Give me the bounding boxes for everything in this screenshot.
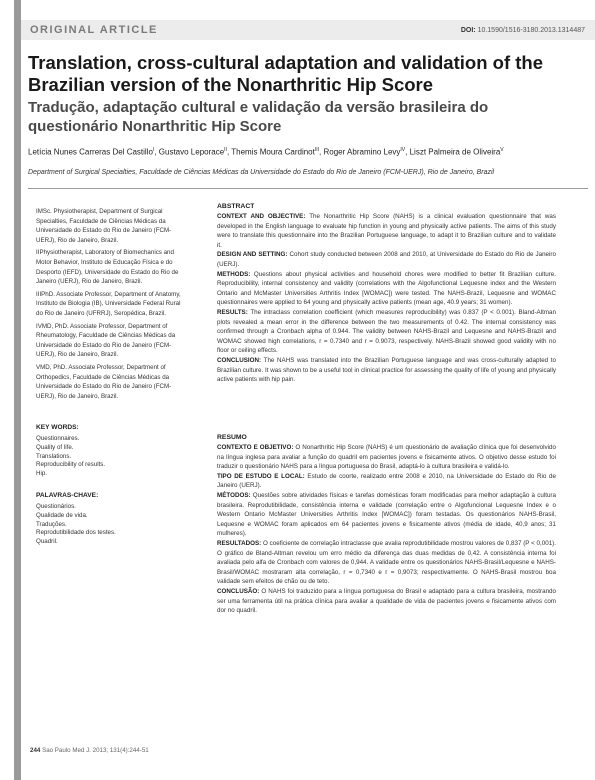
abstract-design-label: DESIGN AND SETTING:: [217, 251, 288, 259]
resumo-context: [217, 443, 556, 472]
resumo-context-label: CONTEXTO E OBJETIVO:: [217, 444, 294, 451]
abstract-conclusion-label: CONCLUSION:: [217, 356, 262, 364]
resumo-results-text: O coeficiente de correlação intraclasse que avalia reprodutibilidade mostrou valores de 0,837 (P < 0,001). O gráfico de Bland-Altman revelou um erro médio da diferença das duas medidas de 0,42. A consistência interna foi avaliada pelo alfa de Cronbach com valores de 0,944. A validade entre os questionários NAHS-Brasil/Lequesne e NAHS-Brasil/WOMAC mostraram alta correlação, r = 0,7340 e r = 0,9073; respectivamente. O NAHS-Brasil mostrou boa validade sem efeitos de chão ou de teto.: [217, 539, 556, 586]
resumo-heading: RESUMO: [217, 434, 247, 441]
author-name: Roger Abramino Levy: [323, 147, 401, 157]
article-title: Translation, cross-cultural adaptation and validation of the Brazilian version of the Nonarthritic Hip Score: [28, 52, 543, 95]
footnote: IIPhysiotherapist, Laboratory of Biomechanics and Motor Behavior, Instituto de Educação Física e do Desporto (IEFD), Universidade do Estado do Rio de Janeiro (UERJ), Rio de Janeiro, Brazil.: [36, 249, 179, 286]
author-sup: II: [224, 147, 227, 153]
abstract-methods-text: Questions about physical activities and household chores were modified to better fit Brazilian culture. Reproducibility, internal consistency and validity (correlations with the Algofunctional Lequesne index and the Western Ontario and McMaster Universities Arthritis Index [WOMAC]) were tested. The NAHS-Brazil, Lequesne and WOMAC questionnaires were applied to 64 young and physically active patients (mean age, 40.9 years; 31 women).: [217, 270, 556, 307]
resumo-methods: [217, 491, 556, 539]
section-label: ORIGINAL ARTICLE: [30, 24, 158, 36]
keyword: Reproducibility of results.: [36, 461, 106, 469]
author-sup: IV: [400, 147, 406, 153]
keyword: Quality of life.: [36, 443, 74, 451]
page-side-bar: [14, 0, 21, 780]
author-name: Themis Moura Cardinot: [231, 147, 315, 157]
author-sup: V: [500, 147, 504, 153]
keyword: Qualidade de vida.: [36, 511, 88, 519]
abstract-conclusion: [217, 356, 556, 385]
abstract-heading: ABSTRACT: [217, 203, 255, 210]
resumo-methods-label: MÉTODOS:: [217, 491, 251, 499]
keywords-list: [36, 435, 186, 479]
abstract-context-text: The Nonarthritic Hip Score (NAHS) is a clinical evaluation questionnaire that was developed in the English language to evaluate hip function in young and physically active patients. The aims of this study were to translate this questionnaire into the Brazilian Portuguese language, to adapt it to Brazilian culture and to validate it.: [217, 213, 557, 249]
footnotes: [36, 207, 186, 404]
resumo-context-text: O Nonarthritic Hip Score (NAHS) é um questionário de avaliação clínica que foi desenvolvido na língua inglesa para avaliar a função do quadril em pacientes jovens e fisicamente ativos. O objetivo desse estudo foi traduzir o questionário NAHS para a língua portuguesa do Brasil, adaptá-lo à cultura brasileira e validá-lo.: [217, 444, 557, 471]
author-sup: I: [152, 147, 155, 153]
resumo-results: [217, 539, 556, 587]
page-number: 244: [30, 747, 41, 754]
abstract-body: [217, 212, 556, 385]
palavras-chave-list: [36, 503, 186, 547]
affiliation: Department of Surgical Specialties, Faculdade de Ciências Médicas da Universidade do Estado do Rio de Janeiro (FCM-UERJ), Rio de Janeiro, Brazil: [28, 169, 495, 176]
abstract-methods-label: METHODS:: [217, 270, 251, 278]
doi[interactable]: [461, 27, 585, 34]
author-name: Liszt Palmeira de Oliveira: [409, 147, 501, 157]
resumo-conclusion-label: CONCLUSÃO:: [217, 587, 260, 595]
author-list: Letícia Nunes Carreras Del Castillo$^I$, Gustavo Leporace$^{II}$, Themis Moura Cardinot$^{III}$, Roger Abramino Levy$^{IV}$, Liszt Palmeira de Oliveira$^V$: [28, 147, 504, 157]
author-sup: III: [314, 147, 320, 153]
keyword: Translations.: [36, 452, 72, 460]
article-subtitle: Tradução, adaptação cultural e validação da versão brasileira do questionário Nonarthritic Hip Score: [28, 99, 489, 135]
keyword: Questionários.: [36, 503, 76, 510]
resumo-conclusion-text: O NAHS foi traduzido para a língua portuguesa do Brasil e adaptado para a cultura brasileira, mostrando ser uma ferramenta útil na prática clínica para avaliar a qualidade de vida de pacientes jovens e fisicamente ativos com dor no quadril.: [217, 587, 556, 615]
abstract-results-label: RESULTS:: [217, 308, 248, 316]
page-footer: [30, 747, 149, 754]
resumo-methods-text: Questões sobre atividades físicas e tarefas domésticas foram modificadas para melhor adaptação à cultura brasileira. Reprodutibilidade, consistência interna e validade (correlação entre o Algofuncional Lequesne Index e o Western Ontario McMaster Universities Arthritis Index [WOMAC]) foram testadas. Os questionários NAHS-Brasil, Lequesne e WOMAC foram aplicados em 64 pacientes jovens e fisicamente ativos (média de idade, 40,9 anos; 31 mulheres).: [217, 491, 556, 538]
keyword: Traduções.: [36, 520, 67, 528]
palavras-chave-heading: PALAVRAS-CHAVE:: [36, 492, 99, 499]
resumo-design: [217, 472, 556, 491]
keywords-heading: KEY WORDS:: [36, 424, 79, 431]
footnote: VMD, PhD. Associate Professor, Department of Orthopedics, Faculdade de Ciências Médicas da Universidade do Estado do Rio de Janeiro (FCM-UERJ), Rio de Janeiro, Brazil.: [36, 363, 172, 400]
keyword: Hip.: [36, 470, 48, 478]
abstract-results: [217, 308, 556, 356]
keyword: Questionnaires.: [36, 435, 80, 442]
doi-value[interactable]: 10.1590/1516-3180.2013.1314487: [477, 27, 585, 34]
author-name: Gustavo Leporace: [158, 147, 225, 157]
resumo-design-text: Estudo de coorte, realizado entre 2008 e 2010, na Universidade do Estado do Rio de Janeiro (UERJ).: [217, 472, 556, 490]
resumo-design-label: TIPO DE ESTUDO E LOCAL:: [217, 472, 305, 480]
author-name: Letícia Nunes Carreras Del Castillo: [28, 147, 153, 157]
abstract-context: [217, 212, 556, 250]
footnote: IMSc. Physiotherapist, Department of Surgical Specialties, Faculdade de Ciências Médicas da Universidade do Estado do Rio de Janeiro (FCM-UERJ), Rio de Janeiro, Brazil.: [36, 208, 172, 244]
abstract-results-text: The intraclass correlation coefficient (which measures reproducibility) was 0.837 (P < 0.001). Bland-Altman plots revealed a mean error in the difference between the two measurements of 0.42. The internal consistency was confirmed through a Cronbach alpha of 0.944. The validity between NAHS-Brazil and Lequesne and NAHS-Brazil and WOMAC showed high correlations, r = 0.7340 and r = 0.9073, respectively. NAHS-Brazil showed good validity with no floor or ceiling effects.: [217, 308, 557, 355]
divider: [28, 188, 588, 189]
keyword: Quadril.: [36, 538, 58, 546]
abstract-conclusion-text: The NAHS was translated into the Brazilian Portuguese language and was cross-culturally adapted to Brazilian culture. It was shown to be a useful tool in clinical practice for assessing the quality of life of young and physically active patients with hip pain.: [217, 356, 557, 384]
abstract-methods: [217, 270, 556, 308]
keyword: Reprodutibilidade dos testes.: [36, 529, 116, 537]
abstract-design-text: Cohort study conducted between 2008 and 2010, at Universidade do Estado do Rio de Janeiro (UERJ).: [217, 251, 556, 268]
abstract-design: [217, 250, 556, 269]
footnote: IIIPhD. Associate Professor, Department of Anatomy, Instituto de Biologia (IB), Universidade Federal Rural do Rio de Janeiro (UFRRJ), Seropédica, Brazil.: [36, 290, 181, 317]
footnote: IVMD, PhD. Associate Professor, Department of Rheumatology, Faculdade de Ciências Médicas da Universidade do Estado do Rio de Janeiro (FCM-UERJ), Rio de Janeiro, Brazil.: [36, 322, 176, 359]
doi-label: DOI:: [460, 27, 476, 34]
resumo-conclusion: [217, 587, 556, 616]
citation: Sao Paulo Med J. 2013; 131(4):244-51: [42, 747, 149, 754]
abstract-context-label: CONTEXT AND OBJECTIVE:: [217, 213, 306, 220]
resumo-body: [217, 443, 556, 616]
resumo-results-label: RESULTADOS:: [217, 539, 262, 547]
